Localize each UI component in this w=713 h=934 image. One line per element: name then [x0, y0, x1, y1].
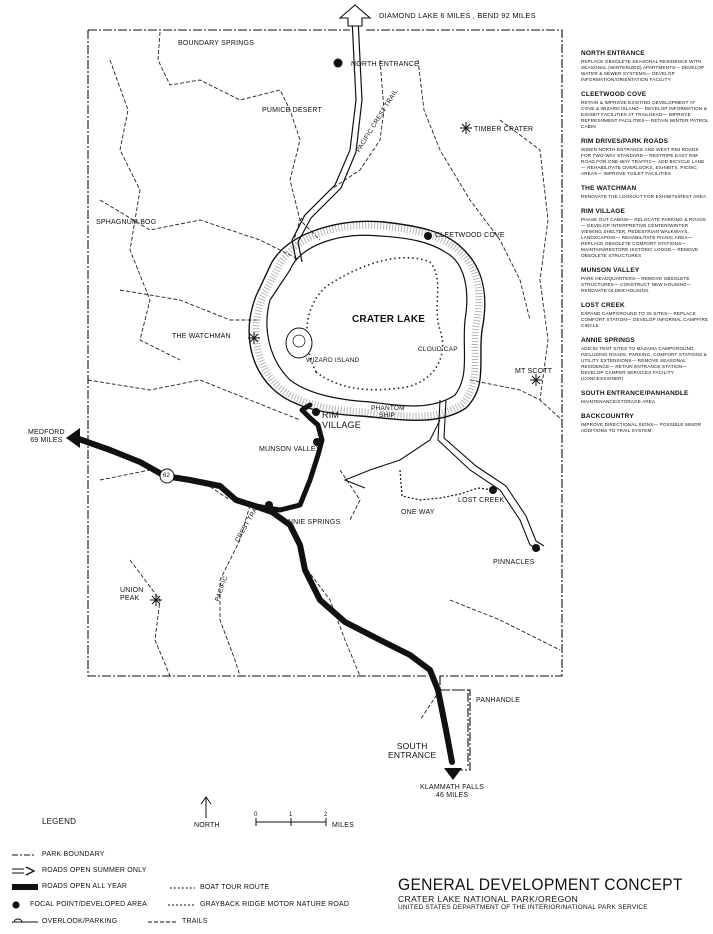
legend-title: LEGEND [42, 817, 77, 826]
label-lost-creek: LOST CREEK [458, 497, 505, 504]
klamath-arrow [444, 768, 462, 780]
label-rim-village: RIM VILLAGE [322, 410, 361, 430]
label-route-62: 62 [163, 473, 171, 479]
label-pumice-desert: PUMICE DESERT [262, 107, 323, 114]
label-cloud-cap: CLOUD CAP [418, 346, 458, 353]
north-road-arrow [340, 5, 370, 26]
note-title: RIM VILLAGE [581, 208, 626, 215]
legend-overlook: OVERLOOK/PARKING [42, 918, 118, 925]
label-panhandle: PANHANDLE [476, 697, 521, 704]
label-wizard-island: WIZARD ISLAND [306, 357, 360, 364]
rim-village-road [255, 405, 322, 510]
legend-park-boundary: PARK BOUNDARY [42, 851, 105, 858]
label-the-watchman: THE WATCHMAN [172, 333, 231, 340]
label-crater-lake: CRATER LAKE [352, 314, 426, 325]
note-title: THE WATCHMAN [581, 185, 637, 192]
note-body: EXPAND CAMPGROUND TO 25 SITES— REPLACE COMFORT STATION— DEVELOP INFORMAL CAMPFIRE CIRCLE [581, 311, 709, 328]
label-timber-crater: TIMBER CRATER [474, 126, 534, 133]
label-south-entrance: SOUTH ENTRANCE [388, 741, 437, 760]
note-body: RENOVATE THE LOOKOUT FOR EXHIBITS/REST AREA [581, 194, 707, 199]
label-pct-north: PACIFIC CREST TRAIL [355, 88, 400, 154]
label-north-entrance: NORTH ENTRANCE [351, 61, 420, 68]
note-body: RETAIN & IMPROVE EXISTING DEVELOPMENT AT COVE & WIZARD ISLAND— DEVELOP INFORMATION & EXHIBIT FACILITIES AT TRAILHEAD— IMPROVE REFRESHMENT FACILITIES— RETAIN WINTER PATROL CABIN [581, 100, 709, 129]
note-cleetwood-cove [581, 91, 709, 130]
note-body: PHASE OUT CABINS— RELOCATE PARKING & ROADS— DEVELOP INTERPRETIVE CENTER/WINTER VIEWING SHELTER, PEDESTRIAN WALKWAYS, LANDSCAPING— REHABILITATE PICNIC AREA— REPLACE OBSOLETE COMFORT STATIONS— MAINTAIN/RESTORE HISTORIC LODGE— REMOVE OBSOLETE STRUCTURES [581, 217, 706, 258]
note-munson-valley [581, 267, 709, 294]
note-the-watchman [581, 185, 709, 200]
note-body: REPLACE OBSOLETE SEASONAL RESIDENCE WITH SEASONAL (WINTERIZED) APARTMENTS— DEVELOP WATER & SEWER SYSTEMS— DEVELOP INFORMATION/ORIENTATION FACILITY [581, 59, 705, 82]
note-title: RIM DRIVES/PARK ROADS [581, 138, 669, 145]
label-klamath-falls: KLAMMATH FALLS 46 MILES [420, 784, 485, 799]
map-agency: UNITED STATES DEPARTMENT OF THE INTERIOR/NATIONAL PARK SERVICE [398, 904, 648, 911]
label-cleetwood-cove: CLEETWOOD COVE [435, 232, 505, 239]
label-phantom-ship: PHANTOM SHIP [371, 405, 405, 419]
note-lost-creek [581, 302, 709, 329]
label-annie-springs: ANNIE SPRINGS [283, 519, 341, 526]
label-pinnacles: PINNACLES [493, 559, 535, 566]
scale-tick-0: 0 [254, 812, 258, 818]
label-one-way: ONE WAY [401, 509, 435, 516]
legend-trails: TRAILS [182, 918, 208, 925]
label-sphagnum-bog: SPHAGNUM BOG [96, 219, 157, 226]
legend-boat-tour: BOAT TOUR ROUTE [200, 884, 270, 891]
scale-unit: MILES [332, 822, 355, 829]
scale-bar [256, 818, 326, 826]
note-body: WIDEN NORTH ENTRANCE AND WEST RIM ROADS FOR TWO-WAY STANDARD— RESTRIPE EAST RIM ROAD FOR ONE-WAY TRAFFIC— ADD BICYCLE LANE— REHABILITATE OVERLOOKS, EXHIBITS, PICNIC AREAS— IMPROVE TOILET FACILITIES [581, 147, 705, 176]
note-title: LOST CREEK [581, 302, 625, 309]
note-backcountry [581, 413, 709, 434]
east-rim-road [345, 400, 544, 550]
note-body: PARK HEADQUARTERS— REMOVE OBSOLETE STRUCTURES— CONSTRUCT NEW HOUSING— RENOVATE OLDER HOUSING [581, 276, 692, 293]
medford-arrow [66, 428, 80, 448]
map-title: GENERAL DEVELOPMENT CONCEPT [398, 875, 683, 894]
label-boundary-springs: BOUNDARY SPRINGS [178, 40, 255, 47]
north-arrow [201, 797, 211, 818]
label-pct-south: PACIFIC [214, 575, 230, 603]
label-medford: MEDFORD 69 MILES [28, 429, 65, 444]
note-title: MUNSON VALLEY [581, 267, 640, 274]
park-boundary [88, 30, 562, 770]
note-body: MAINTENANCE/STORAGE AREA [581, 399, 656, 404]
note-title: NORTH ENTRANCE [581, 50, 645, 57]
legend-roads-year: ROADS OPEN ALL YEAR [42, 883, 128, 890]
note-title: ANNIE SPRINGS [581, 337, 635, 344]
note-title: CLEETWOOD COVE [581, 91, 647, 98]
title-block [398, 876, 707, 912]
label-mt-scott: MT SCOTT [515, 368, 553, 375]
development-notes-panel [581, 50, 709, 442]
grayback-road [400, 470, 494, 500]
note-north-entrance [581, 50, 709, 83]
legend-grayback: GRAYBACK RIDGE MOTOR NATURE ROAD [200, 901, 350, 908]
legend-roads-summer: ROADS OPEN SUMMER ONLY [42, 867, 147, 874]
scale-tick-2: 2 [324, 812, 328, 818]
note-title: SOUTH ENTRANCE/PANHANDLE [581, 390, 689, 397]
legend-focal-point: FOCAL POINT/DEVELOPED AREA [30, 901, 147, 908]
wizard-island [286, 328, 312, 358]
label-top-route: DIAMOND LAKE 6 MILES , BEND 92 MILES [379, 11, 536, 20]
note-body: IMPROVE DIRECTIONAL SIGNS— POSSIBLE MINOR ADDITIONS TO TRAIL SYSTEM [581, 422, 702, 433]
north-entrance-road [292, 18, 362, 262]
label-crest-trail-south: CREST TRAIL [234, 501, 263, 544]
note-rim-village [581, 208, 709, 259]
note-body: ADD 52 TENT SITES TO MAZAMA CAMPGROUND, INCLUDING ROADS, PARKING, COMFORT STATIONS & UTILITY EXTENSIONS— REMOVE SEASONAL RESIDENCE— RETAIN ENTRANCE STATION— DEVELOP CAMPER SERVICES FACILITY (CONCESSIONER) [581, 346, 707, 381]
label-union-peak: UNION PEAK [120, 587, 144, 602]
map-subtitle: CRATER LAKE NATIONAL PARK/OREGON [398, 894, 579, 904]
north-label: NORTH [194, 822, 220, 829]
note-south-entrance [581, 390, 709, 405]
note-rim-drives [581, 138, 709, 177]
scale-tick-1: 1 [289, 812, 293, 818]
note-annie-springs [581, 337, 709, 382]
label-munson-valley: MUNSON VALLEY [259, 446, 321, 453]
note-title: BACKCOUNTRY [581, 413, 634, 420]
